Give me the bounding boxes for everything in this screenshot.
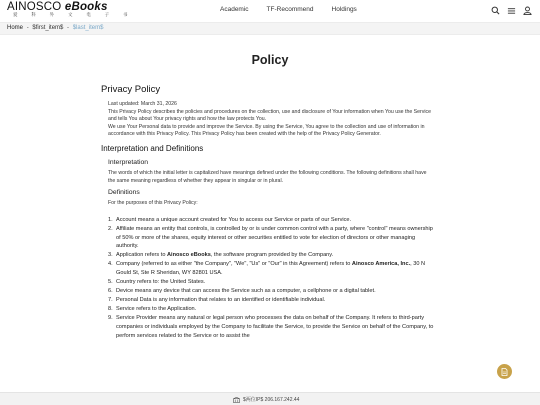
- breadcrumb-separator: -: [26, 25, 29, 31]
- list-item: 2. Affiliate means an entity that controls, is controlled by or is under common control with a party, where "control" means ownership of 50% or more of the shares, equity interest or other securities entitled to vote for election of directors or other managing authority.: [108, 225, 433, 250]
- breadcrumb: [7, 25, 103, 31]
- subsection-title-interpretation: Interpretation: [108, 158, 149, 166]
- logo-subtitle: 爱 科 外 文 电 子 书: [13, 13, 134, 18]
- breadcrumb-separator: -: [67, 25, 70, 31]
- footer-bar: [0, 392, 540, 405]
- breadcrumb-last-item[interactable]: $last_item$: [72, 25, 104, 31]
- definitions-intro: For the purposes of this Privacy Policy:: [108, 200, 198, 207]
- main-nav: [220, 6, 375, 13]
- footer-ip-info: [233, 396, 299, 403]
- menu-icon[interactable]: [506, 5, 516, 15]
- list-item: 5. Country refers to: the United States.: [108, 279, 206, 286]
- building-icon: [233, 397, 240, 403]
- list-item: 6. Device means any device that can access the Service such as a computer, a cellphone or a digital tablet.: [108, 288, 376, 294]
- section-title-interpretation-definitions: Interpretation and Definitions: [101, 143, 204, 153]
- app-name: Ainosco eBooks: [167, 252, 211, 259]
- policy-heading: Privacy Policy: [101, 84, 161, 95]
- header-actions: [484, 5, 532, 15]
- nav-holdings[interactable]: Holdings: [331, 6, 357, 13]
- breadcrumb-first-item[interactable]: $first_item$: [32, 25, 64, 31]
- user-icon[interactable]: [522, 5, 532, 15]
- list-item: 9. Service Provider means any natural or legal person who processes the data on behalf of the Company. It refers to third-party companies or individuals employed by the Company to facilitate the Service, to provide the Service on behalf of the Company, to perform services related to the Service or to assist the: [108, 314, 434, 339]
- page-title: Policy: [251, 53, 289, 67]
- top-header: [0, 0, 540, 22]
- intro-paragraph-1: This Privacy Policy describes the policies and procedures on the collection, use and disclosure of Your information when You use the Service and tells You about Your privacy rights and how the law protects You.: [108, 108, 431, 123]
- definitions-list: [108, 216, 435, 341]
- subsection-title-definitions: Definitions: [108, 189, 140, 197]
- list-item: 1. Account means a unique account created for You to access our Service or parts of our Service.: [108, 216, 352, 223]
- logo-brand: AINOSCO: [7, 1, 62, 13]
- intro-paragraph-2: We use Your Personal data to provide and improve the Service. By using the Service, You agree to the collection and use of information in accordance with this Privacy Policy. This Privacy Policy has been created with the help of the Privacy Policy Generator.: [108, 123, 425, 138]
- company-name: Ainosco America, Inc.: [351, 261, 411, 268]
- search-icon[interactable]: [490, 5, 500, 15]
- list-item: 8. Service refers to the Application.: [108, 305, 197, 312]
- nav-tf-recommend[interactable]: TF-Recommend: [266, 6, 314, 13]
- footer-ip-text: $两位IP$ 206.167.242.44: [243, 397, 300, 403]
- document-float-button[interactable]: [497, 364, 512, 379]
- nav-academic[interactable]: Academic: [220, 6, 249, 13]
- site-logo[interactable]: [7, 1, 134, 19]
- last-updated: Last updated: March 31, 2026: [108, 101, 177, 107]
- list-item: 3. Application refers to Ainosco eBooks, the software program provided by the Company.: [108, 252, 334, 259]
- list-item: 4. Company (referred to as either "the Company", "We", "Us" or "Our" in this Agreement) refers to Ainosco America, Inc., 30 N Gould St, Ste R Sheridan, WY 82801 USA.: [108, 261, 426, 277]
- policy-content: [101, 84, 435, 340]
- logo-text: [7, 1, 134, 13]
- document-icon: [501, 368, 508, 376]
- breadcrumb-bar: [0, 22, 540, 35]
- breadcrumb-home[interactable]: Home: [7, 25, 24, 31]
- interpretation-text: The words of which the initial letter is capitalized have meanings defined under the following conditions. The following definitions shall have the same meaning regardless of whether they appear in singular or in plural.: [108, 169, 427, 184]
- list-item: 7. Personal Data is any information that relates to an identified or identifiable individual.: [108, 296, 326, 303]
- logo-ebooks: eBooks: [64, 1, 108, 13]
